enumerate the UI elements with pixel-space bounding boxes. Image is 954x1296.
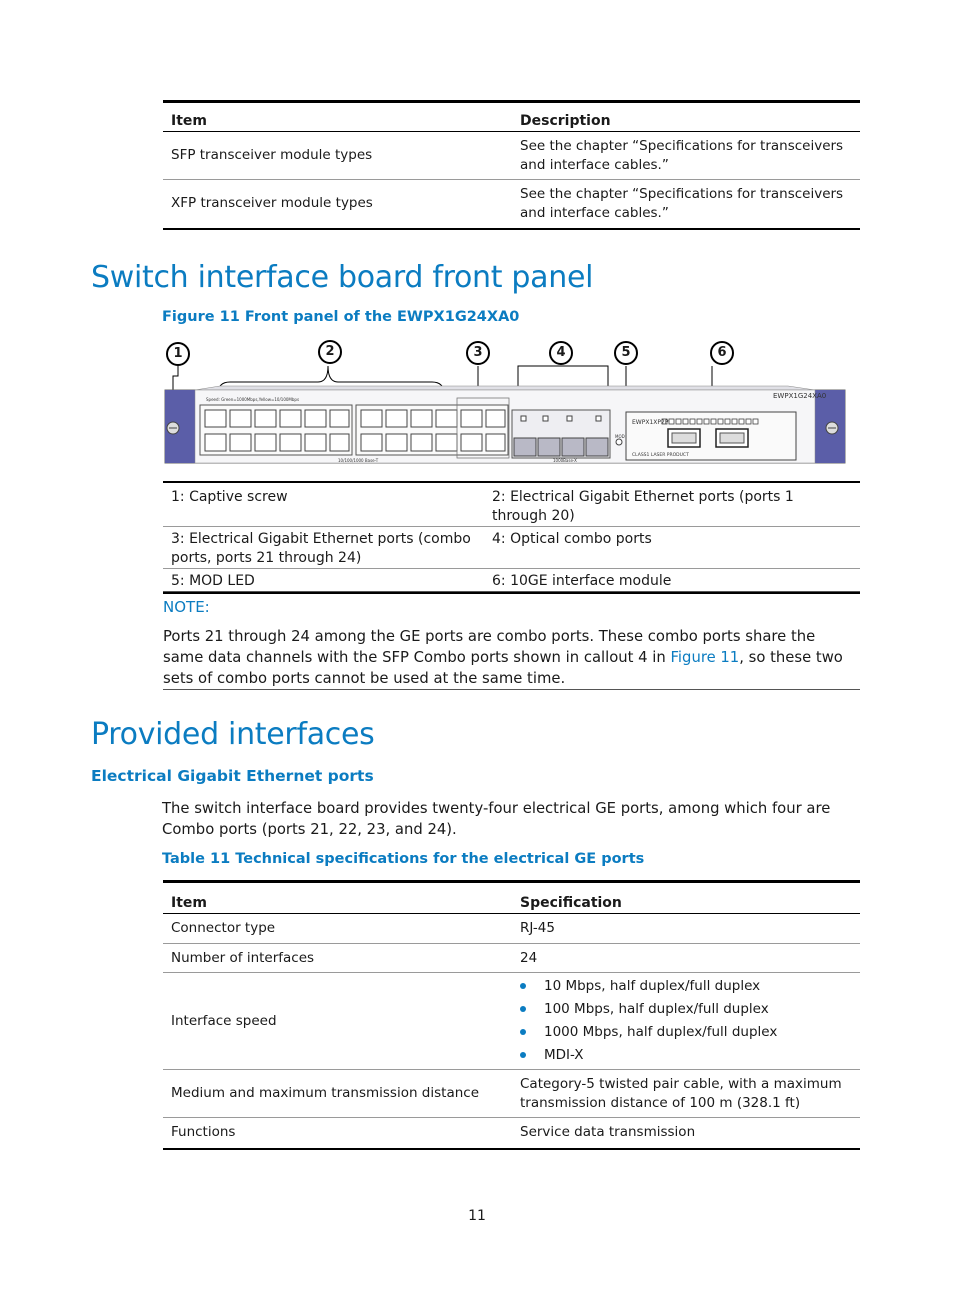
table-cell: XFP transceiver module types <box>171 195 373 212</box>
table-caption: Table 11 Technical specifications for the electrical GE ports <box>162 851 645 867</box>
callout-legend <box>163 481 860 594</box>
table-cell: 24 <box>520 949 538 966</box>
section-heading-provided-interfaces: Provided interfaces <box>91 717 375 752</box>
ports-label: 10/100/1000 Base-T <box>338 458 379 463</box>
note-title: NOTE: <box>163 598 210 616</box>
legend-cell: 6: 10GE interface module <box>492 573 672 589</box>
table-header-specification: Specification <box>520 895 622 911</box>
table-row <box>163 944 860 973</box>
table-cell: Functions <box>171 1124 236 1141</box>
legend-row <box>163 482 860 527</box>
list-item: 1000 Mbps, half duplex/full duplex <box>520 1021 852 1044</box>
callout-5: 5 <box>614 341 638 365</box>
figure-caption: Figure 11 Front panel of the EWPX1G24XA0 <box>162 309 520 325</box>
table-cell: Interface speed <box>171 1012 277 1029</box>
speed-list <box>520 975 852 1067</box>
table-row <box>163 180 860 229</box>
body-paragraph: The switch interface board provides twenty-four electrical GE ports, among which four are Combo ports (ports 21, 22, 23, and 24). <box>162 800 831 838</box>
list-item: 100 Mbps, half duplex/full duplex <box>520 998 852 1021</box>
table-header-description: Description <box>520 113 611 129</box>
table-cell: Category-5 twisted pair cable, with a maximum transmission distance of 100 m (328.1 ft) <box>520 1075 842 1111</box>
front-panel-figure <box>160 338 850 468</box>
table-header-item: Item <box>171 113 207 129</box>
callout-1: 1 <box>166 342 190 366</box>
legend-row <box>163 569 860 593</box>
bullet-icon <box>520 1029 526 1035</box>
table-cell: SFP transceiver module types <box>171 147 373 163</box>
legend-cell: 5: MOD LED <box>171 573 255 589</box>
bullet-icon <box>520 1052 526 1058</box>
list-item: MDI-X <box>520 1044 852 1067</box>
figure-link[interactable]: Figure 11 <box>670 649 740 666</box>
table-cell: Number of interfaces <box>171 949 315 966</box>
table-cell: See the chapter “Specifications for transceivers and interface cables.” <box>520 137 844 173</box>
list-item: 10 Mbps, half duplex/full duplex <box>520 975 852 998</box>
note-text-after: , so these two sets of combo ports cannot be used at the same time. <box>163 649 843 687</box>
callout-4: 4 <box>549 341 573 365</box>
page-number: 11 <box>468 1208 486 1224</box>
table-row <box>163 1070 860 1118</box>
legend-cell: 4: Optical combo ports <box>492 531 652 547</box>
note-text-before: Ports 21 through 24 among the GE ports are combo ports. These combo ports share the same data channels with the SFP Combo ports shown in callout 4 in <box>163 628 816 666</box>
callout-2: 2 <box>318 340 342 364</box>
module-name: EWPX1XP2P <box>632 419 669 426</box>
speed-label: Speed: Green=1000Mbps,Yellow=10/100Mbps <box>206 397 300 402</box>
ge-specs-table <box>163 880 860 1150</box>
subsection-heading: Electrical Gigabit Ethernet ports <box>91 767 374 785</box>
laser-label: CLASS1 LASER PRODUCT <box>632 453 689 458</box>
legend-cell: 3: Electrical Gigabit Ethernet ports (combo ports, ports 21 through 24) <box>171 531 471 566</box>
legend-cell: 2: Electrical Gigabit Ethernet ports (ports 1 through 20) <box>492 489 794 524</box>
table-header-item: Item <box>171 895 207 911</box>
table-cell: Service data transmission <box>520 1124 696 1141</box>
callout-3: 3 <box>466 341 490 365</box>
front-panel-drawing <box>160 338 850 468</box>
section-heading-front-panel: Switch interface board front panel <box>91 260 594 295</box>
table-cell <box>512 973 860 1070</box>
table-cell: RJ-45 <box>520 920 555 936</box>
table-cell: Medium and maximum transmission distance <box>171 1085 480 1101</box>
legend-row <box>163 527 860 569</box>
board-name: EWPX1G24XA0 <box>773 392 827 400</box>
table-row <box>163 973 860 1070</box>
callout-6: 6 <box>710 341 734 365</box>
bullet-icon <box>520 1006 526 1012</box>
transceiver-table <box>163 100 860 230</box>
note-text <box>163 626 860 689</box>
legend-cell: 1: Captive screw <box>171 489 288 505</box>
bullet-icon <box>520 983 526 989</box>
table-cell: Connector type <box>171 920 276 936</box>
mod-label: MOD <box>615 434 625 439</box>
table-row <box>163 914 860 944</box>
table-row <box>163 132 860 180</box>
table-cell: See the chapter “Specifications for transceivers and interface cables.” <box>520 185 844 221</box>
combo-label: 1000Base-X <box>553 458 577 463</box>
note-box <box>163 591 860 690</box>
table-row <box>163 1118 860 1149</box>
